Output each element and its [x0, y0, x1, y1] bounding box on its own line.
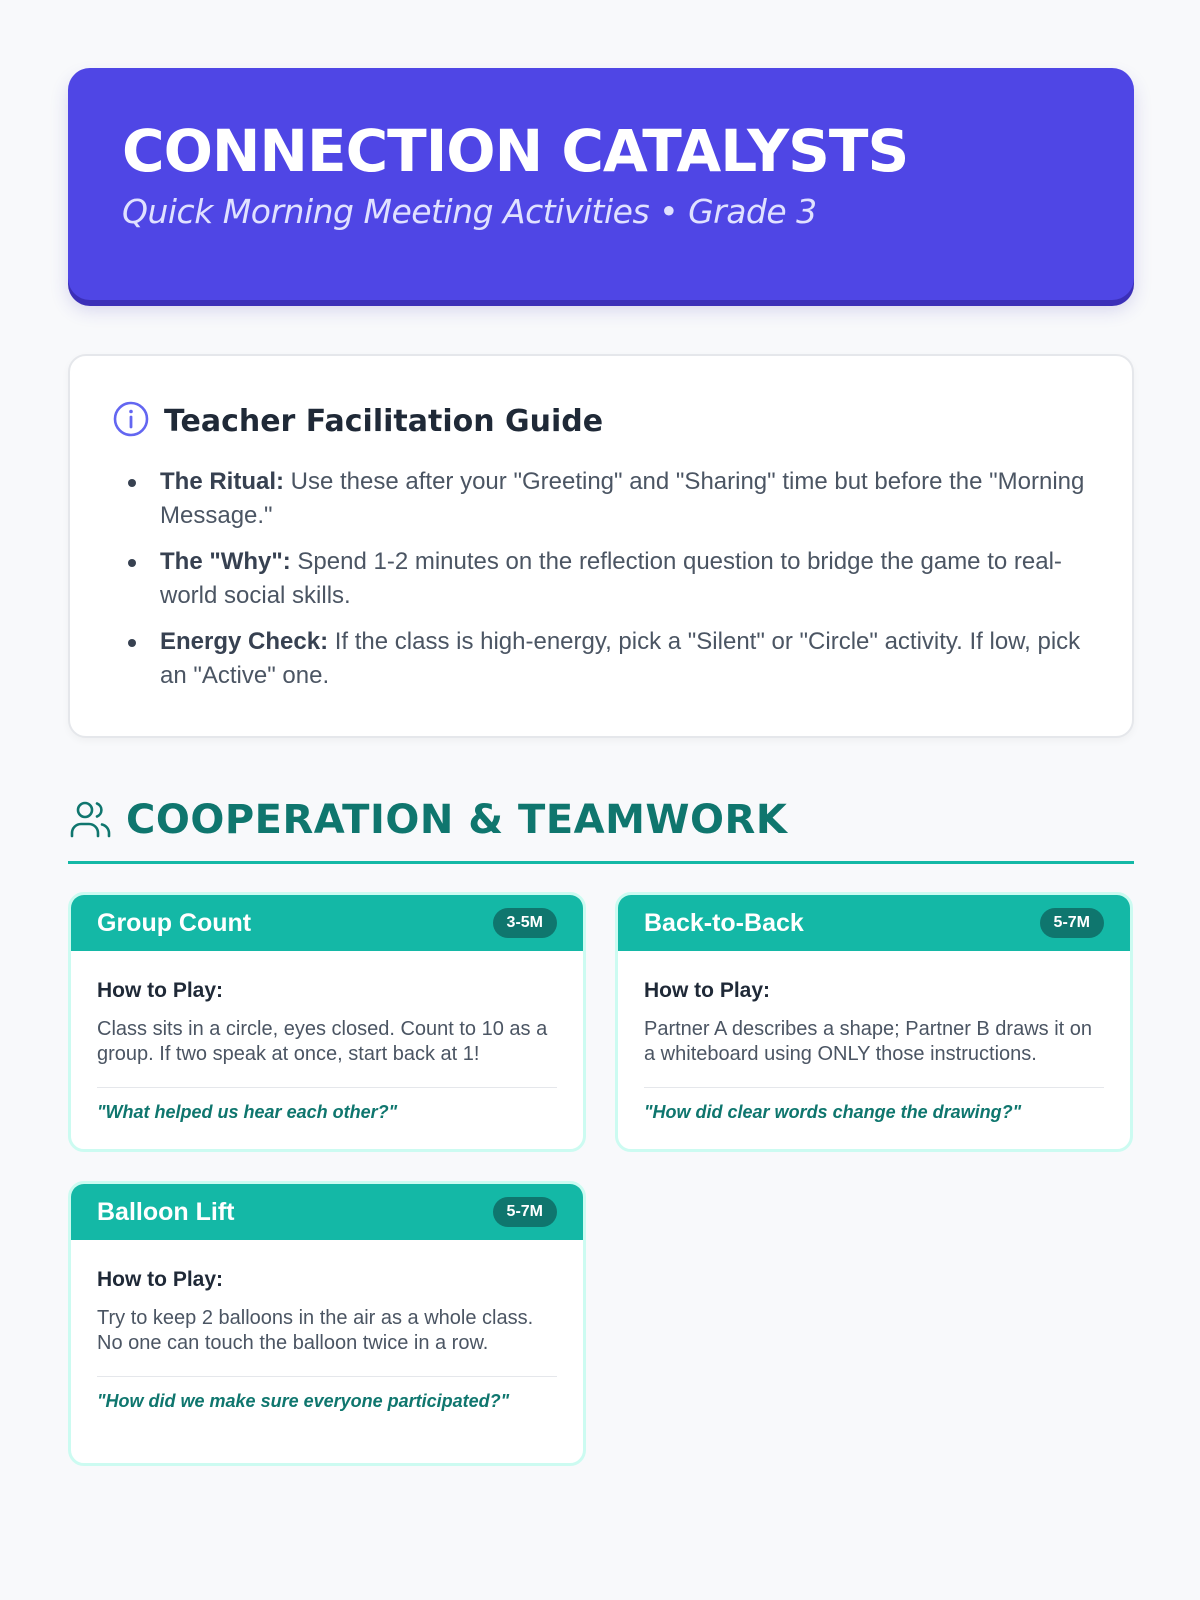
duration-badge: 5-7M [1040, 908, 1104, 938]
card-header [71, 895, 583, 951]
reflection-question: "How did we make sure everyone participated?" [97, 1391, 510, 1411]
guide-item [126, 545, 1088, 613]
info-icon [112, 400, 150, 443]
how-to-play-text: Try to keep 2 balloons in the air as a whole class. No one can touch the balloon twice in a row. [97, 1307, 534, 1354]
guide-item-label: The Ritual: [160, 468, 284, 495]
how-to-play-label: How to Play: [97, 1268, 224, 1291]
guide-list [112, 465, 1088, 693]
guide-item-text: Spend 1-2 minutes on the reflection question to bridge the game to real-world social skills. [160, 548, 1062, 609]
header-banner [68, 68, 1134, 300]
guide-item-text: Use these after your "Greeting" and "Sharing" time but before the "Morning Message." [160, 468, 1085, 529]
card-title: Balloon Lift [97, 1197, 235, 1226]
page-subtitle: Quick Morning Meeting Activities • Grade 3 [122, 191, 817, 231]
facilitation-guide [68, 354, 1134, 738]
how-to-play-text: Class sits in a circle, eyes closed. Count to 10 as a group. If two speak at once, start back at 1! [97, 1018, 548, 1065]
card-body [71, 1240, 583, 1412]
how-to-play-label: How to Play: [97, 979, 224, 1002]
card-title: Group Count [97, 908, 252, 937]
guide-item-label: The "Why": [160, 548, 291, 575]
users-icon [68, 798, 114, 847]
card-body [71, 951, 583, 1123]
activity-card [68, 1181, 586, 1466]
duration-badge: 5-7M [493, 1197, 557, 1227]
guide-item-text: If the class is high-energy, pick a "Silent" or "Circle" activity. If low, pick an "Active" one. [160, 628, 1081, 689]
guide-item [126, 465, 1088, 533]
how-to-play-text: Partner A describes a shape; Partner B draws it on a whiteboard using ONLY those instructions. [644, 1018, 1093, 1065]
guide-header [112, 400, 1088, 443]
section-title: COOPERATION & TEAMWORK [126, 797, 788, 843]
card-body [618, 951, 1130, 1123]
duration-badge: 3-5M [493, 908, 557, 938]
section-header [68, 798, 1134, 864]
reflection-question: "What helped us hear each other?" [97, 1102, 398, 1122]
card-title: Back-to-Back [644, 908, 804, 937]
guide-item-label: Energy Check: [160, 628, 329, 655]
activity-card [615, 892, 1133, 1152]
page-title: CONNECTION CATALYSTS [122, 117, 909, 185]
reflection-question: "How did clear words change the drawing?" [644, 1102, 1022, 1122]
guide-item [126, 625, 1088, 693]
card-header [71, 1184, 583, 1240]
activity-card [68, 892, 586, 1152]
how-to-play-label: How to Play: [644, 979, 771, 1002]
guide-title: Teacher Facilitation Guide [164, 404, 604, 439]
card-header [618, 895, 1130, 951]
